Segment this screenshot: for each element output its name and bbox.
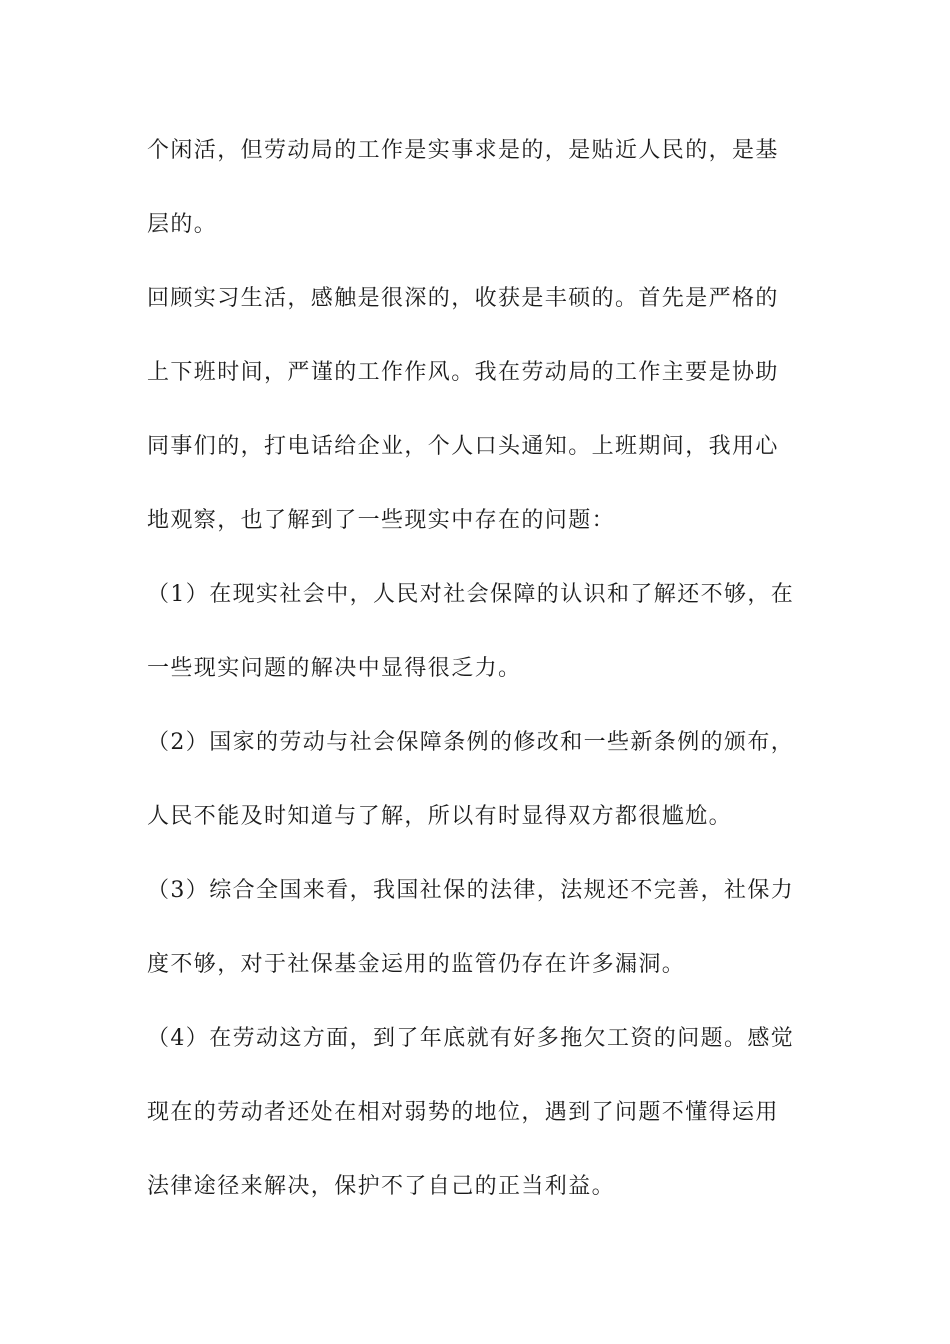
text-line: （4）在劳动这方面，到了年底就有好多拖欠工资的问题。感觉 bbox=[147, 1026, 795, 1051]
document-body bbox=[147, 127, 807, 1237]
text-line: 层的。 bbox=[147, 212, 218, 237]
text-line: 现在的劳动者还处在相对弱势的地位，遇到了问题不懂得运用 bbox=[147, 1100, 779, 1125]
text-line: 地观察，也了解到了一些现实中存在的问题： bbox=[147, 508, 616, 533]
text-line: （1）在现实社会中，人民对社会保障的认识和了解还不够，在 bbox=[147, 582, 795, 607]
text-line: （2）国家的劳动与社会保障条例的修改和一些新条例的颁布， bbox=[147, 730, 795, 755]
text-line: 上下班时间，严谨的工作作风。我在劳动局的工作主要是协助 bbox=[147, 360, 779, 385]
text-line: 度不够，对于社保基金运用的监管仍存在许多漏洞。 bbox=[147, 952, 686, 977]
text-line: 法律途径来解决，保护不了自己的正当利益。 bbox=[147, 1174, 616, 1199]
text-line: 回顾实习生活，感触是很深的，收获是丰硕的。首先是严格的 bbox=[147, 286, 779, 311]
text-line: 个闲活，但劳动局的工作是实事求是的，是贴近人民的，是基 bbox=[147, 138, 779, 163]
text-line: 同事们的，打电话给企业，个人口头通知。上班期间，我用心 bbox=[147, 434, 779, 459]
text-line: （3）综合全国来看，我国社保的法律，法规还不完善，社保力 bbox=[147, 878, 795, 903]
text-line: 人民不能及时知道与了解，所以有时显得双方都很尴尬。 bbox=[147, 804, 733, 829]
text-line: 一些现实问题的解决中显得很乏力。 bbox=[147, 656, 522, 681]
